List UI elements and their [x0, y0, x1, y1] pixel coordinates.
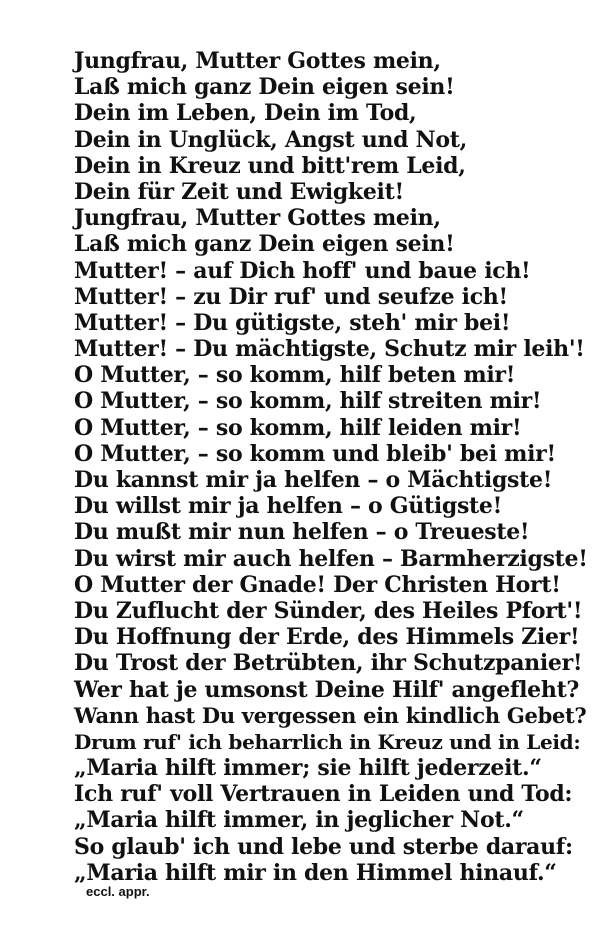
poem-line: Laß mich ganz Dein eigen sein!: [74, 74, 455, 101]
poem-line: Drum ruf' ich beharrlich in Kreuz und in Leid:: [74, 729, 581, 754]
poem-line: O Mutter, – so komm, hilf leiden mir!: [74, 414, 522, 441]
poem-line: Mutter! – Du mächtigste, Schutz mir leih'!: [74, 336, 585, 363]
poem-line: Du mußt mir nun helfen – o Treueste!: [74, 519, 530, 546]
poem-line: Du kannst mir ja helfen – o Mächtigste!: [74, 467, 553, 493]
poem-line: „Maria hilft mir in den Himmel hinauf.“: [74, 859, 557, 886]
poem-line: Jungfrau, Mutter Gottes mein,: [74, 205, 441, 232]
poem-line: Mutter! – Du gütigste, steh' mir bei!: [74, 309, 511, 336]
poem-line: Dein im Leben, Dein im Tod,: [74, 100, 417, 127]
poem-line: O Mutter, – so komm, hilf streiten mir!: [74, 388, 542, 415]
poem-line: Du Trost der Betrübten, ihr Schutzpanier!: [74, 650, 583, 677]
poem-line: Wann hast Du vergessen ein kindlich Gebet?: [74, 702, 587, 728]
poem-line: „Maria hilft immer, in jeglicher Not.“: [74, 807, 524, 834]
poem-line: Du wirst mir auch helfen – Barmherzigste!: [74, 545, 588, 572]
poem-line: Dein in Unglück, Angst und Not,: [74, 126, 467, 153]
poem-line: So glaub' ich und lebe und sterbe darauf:: [74, 833, 573, 860]
poem-line: Dein für Zeit und Ewigkeit!: [74, 178, 404, 205]
poem-line: O Mutter, – so komm und bleib' bei mir!: [74, 440, 556, 467]
poem-line: Du willst mir ja helfen – o Gütigste!: [74, 493, 502, 520]
poem-line: O Mutter der Gnade! Der Christen Hort!: [74, 571, 561, 598]
poem-line: O Mutter, – so komm, hilf beten mir!: [74, 362, 516, 389]
poem-line: Jungfrau, Mutter Gottes mein,: [74, 48, 441, 74]
poem-line: Mutter! – zu Dir ruf' und seufze ich!: [74, 283, 508, 310]
poem-line: Du Hoffnung der Erde, des Himmels Zier!: [74, 624, 580, 651]
ecclesiastical-approval: eccl. appr.: [86, 884, 150, 899]
prayer-poem: [74, 48, 588, 886]
poem-line: Du Zuflucht der Sünder, des Heiles Pfort'!: [74, 597, 583, 624]
poem-line: Laß mich ganz Dein eigen sein!: [74, 231, 455, 258]
poem-line: Wer hat je umsonst Deine Hilf' angefleht?: [74, 676, 580, 703]
poem-line: Dein in Kreuz und bitt'rem Leid,: [74, 152, 466, 179]
poem-line: „Maria hilft immer; sie hilft jederzeit.“: [74, 755, 542, 782]
poem-line: Mutter! – auf Dich hoff' und baue ich!: [74, 257, 531, 284]
poem-line: Ich ruf' voll Vertrauen in Leiden und Tod:: [74, 781, 573, 808]
